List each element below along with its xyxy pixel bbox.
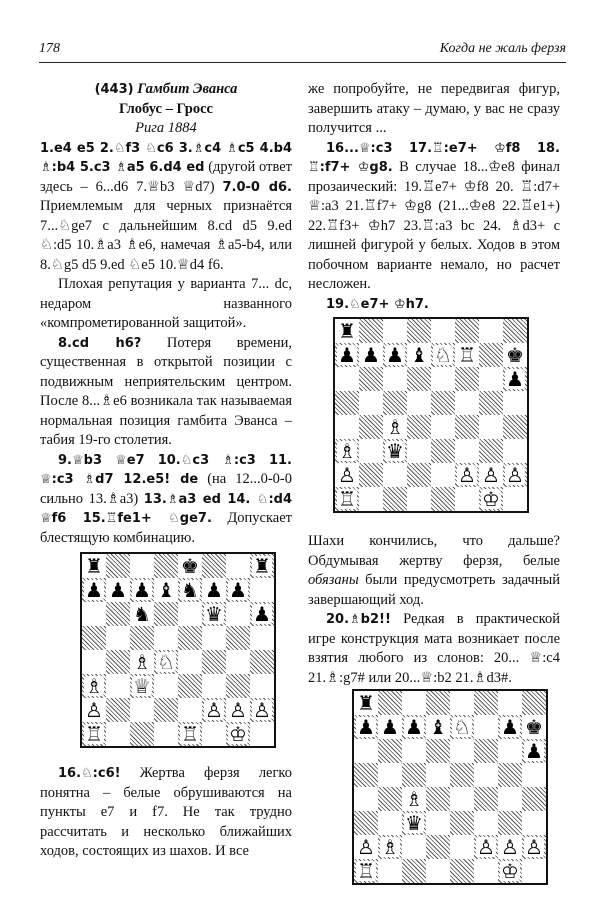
board-square (474, 835, 498, 859)
board-square (431, 463, 455, 487)
board-square (226, 698, 250, 722)
board-square (154, 674, 178, 698)
board-square (106, 674, 130, 698)
board-square (450, 811, 474, 835)
chess-piece: ♗ (133, 650, 151, 674)
board-square (335, 319, 359, 343)
board-square (130, 554, 154, 578)
board-square (407, 487, 431, 511)
board-square (383, 319, 407, 343)
board-square (82, 674, 106, 698)
page-number: 178 (39, 41, 60, 56)
move-text: 7.0-0 d6. (222, 179, 292, 195)
board-square (402, 859, 426, 883)
board-square (426, 835, 450, 859)
board-square (202, 578, 226, 602)
board-square (250, 698, 274, 722)
chess-piece: ♞ (181, 578, 199, 602)
board-square (498, 715, 522, 739)
board-square (479, 343, 503, 367)
chess-piece: ♟ (381, 715, 399, 739)
board-square (383, 487, 407, 511)
board-square (335, 439, 359, 463)
board-square (498, 859, 522, 883)
board-square (503, 439, 527, 463)
board-square (474, 859, 498, 883)
board-square (378, 811, 402, 835)
board-square (354, 787, 378, 811)
board-square (474, 811, 498, 835)
running-title: Когда не жаль ферзя (439, 41, 566, 56)
board-square (354, 739, 378, 763)
board-square (407, 439, 431, 463)
board-square (522, 739, 546, 763)
game-number: (443) (94, 82, 134, 97)
text-para (40, 139, 292, 276)
board-square (426, 787, 450, 811)
board-square (431, 343, 455, 367)
board-square (450, 787, 474, 811)
chess-piece: ♙ (506, 463, 524, 487)
board-square (359, 367, 383, 391)
comment-text: В случае 18...♔e8 финал прозаический: 19.♖e7+ ♔f8 20. ♖:d7+ ♕:a3 21.♖f7+ ♔g8 (21...♔e8 22.♖e1+) 22.♖f3+ ♔h7 23.♖:a3 bc 24. ♗d3+ с лишней фигурой у белых. Ходов в этом побочном варианте немало, но расчет несложен. (308, 159, 561, 292)
board-square (474, 739, 498, 763)
board-square (154, 650, 178, 674)
board-square (106, 698, 130, 722)
board-square (378, 691, 402, 715)
chess-piece: ♟ (525, 739, 543, 763)
comment-text: Допускает блестящую комбинацию. (40, 510, 292, 546)
board-square (335, 463, 359, 487)
right-column (308, 80, 560, 314)
board-square (354, 859, 378, 883)
board-square (178, 698, 202, 722)
chess-piece: ♖ (458, 343, 476, 367)
chess-piece: ♔ (501, 859, 519, 883)
board-square (202, 698, 226, 722)
board-square (154, 722, 178, 746)
board-square (522, 763, 546, 787)
board-square (178, 626, 202, 650)
board-square (407, 343, 431, 367)
board-square (250, 722, 274, 746)
board-square (503, 487, 527, 511)
board-square (450, 715, 474, 739)
board-square (498, 739, 522, 763)
board-square (106, 578, 130, 602)
board-square (455, 487, 479, 511)
move-text: 16...♕:c3 17.♖:e7+ ♔f8 18. ♖:f7+ ♔g8. (308, 140, 560, 175)
chess-piece: ♙ (482, 463, 500, 487)
chess-piece: ♘ (434, 343, 452, 367)
board-square (431, 319, 455, 343)
board-square (178, 722, 202, 746)
game-players: Глобус – Гросс (119, 100, 213, 117)
chess-piece: ♙ (338, 463, 356, 487)
chess-piece: ♟ (85, 578, 103, 602)
board-square (479, 367, 503, 391)
text-para (308, 139, 560, 295)
chess-piece: ♙ (525, 835, 543, 859)
chess-piece: ♟ (506, 367, 524, 391)
board-square (226, 626, 250, 650)
comment-text: были предусмотреть задачный завершающий ход. (308, 572, 560, 608)
board-square (106, 650, 130, 674)
chess-piece: ♟ (229, 578, 247, 602)
chess-piece: ♙ (253, 698, 271, 722)
move-text: 19.♘e7+ ♔h7. (326, 296, 429, 312)
board-square (431, 415, 455, 439)
board-square (154, 602, 178, 626)
board-square (359, 319, 383, 343)
board-square (154, 698, 178, 722)
board-square (378, 835, 402, 859)
chess-piece: ♛ (205, 602, 223, 626)
board-square (202, 674, 226, 698)
board-square (154, 554, 178, 578)
move-text: 9.♕b3 ♕e7 10.♘c3 ♗:c3 11. ♕:c3 ♗d7 12.e5! de (40, 452, 292, 487)
chess-piece: ♔ (229, 722, 247, 746)
board-square (522, 715, 546, 739)
board-square (522, 811, 546, 835)
chess-piece: ♛ (405, 811, 423, 835)
chess-piece: ♜ (357, 691, 375, 715)
chess-piece: ♝ (429, 715, 447, 739)
board-square (503, 319, 527, 343)
board-square (178, 674, 202, 698)
board-square (407, 319, 431, 343)
chess-piece: ♝ (410, 343, 428, 367)
board-square (407, 391, 431, 415)
chess-piece: ♜ (338, 319, 356, 343)
text-para (308, 295, 560, 315)
chess-piece: ♞ (133, 602, 151, 626)
board-square (431, 367, 455, 391)
board-square (378, 763, 402, 787)
board-square (130, 650, 154, 674)
board-square (402, 787, 426, 811)
board-square (455, 343, 479, 367)
board-square (106, 602, 130, 626)
board-square (250, 674, 274, 698)
chess-piece: ♘ (157, 650, 175, 674)
board-square (431, 439, 455, 463)
board-square (106, 626, 130, 650)
board-square (479, 463, 503, 487)
board-square (498, 787, 522, 811)
chess-diagram-2 (333, 317, 529, 513)
board-square (359, 439, 383, 463)
board-square (250, 626, 274, 650)
board-square (431, 391, 455, 415)
chess-piece: ♚ (525, 715, 543, 739)
chess-piece: ♟ (205, 578, 223, 602)
chess-piece: ♗ (85, 674, 103, 698)
game-opening: Гамбит Эванса (137, 81, 238, 97)
chess-piece: ♜ (253, 554, 271, 578)
board-square (383, 367, 407, 391)
board-square (130, 722, 154, 746)
board-square (474, 691, 498, 715)
comment-text: (на 12...0-0-0 сильно 13.♗a3) (40, 471, 292, 507)
board-square (383, 415, 407, 439)
board-square (130, 698, 154, 722)
board-square (82, 554, 106, 578)
text-para (40, 334, 292, 451)
board-square (359, 487, 383, 511)
board-square (455, 415, 479, 439)
board-square (335, 415, 359, 439)
board-square (202, 722, 226, 746)
board-square (335, 367, 359, 391)
board-square (402, 763, 426, 787)
board-square (407, 415, 431, 439)
board-square (106, 554, 130, 578)
board-square (426, 691, 450, 715)
board-square (250, 602, 274, 626)
board-square (383, 439, 407, 463)
board-square (130, 626, 154, 650)
game-event: Рига 1884 (135, 120, 197, 136)
board-square (498, 811, 522, 835)
board-square (383, 391, 407, 415)
game-heading (40, 80, 292, 100)
board-square (378, 787, 402, 811)
text-para (308, 532, 560, 610)
chess-piece: ♟ (405, 715, 423, 739)
comment-text: Приемлемым для черных признаётся 7...♘ge7 с дальнейшим 8.cd d5 9.ed ♘:d5 10.♗a3 ♗e6, намечая ♗a5-b4, или 8.♘g5 d5 9.ed ♘e5 10.♕d4 f6. (40, 198, 292, 273)
text-para: же попробуйте, не передвигая фигур, завершить атаку – думаю, у вас не сразу получится ... (308, 81, 560, 136)
chess-diagram-3 (352, 689, 548, 885)
board-square (335, 391, 359, 415)
comment-text: Шахи кончились, что дальше? Обдумывая жертву ферзя, белые (308, 533, 560, 569)
board-square (498, 691, 522, 715)
board-square (426, 859, 450, 883)
board-square (503, 343, 527, 367)
board-square (522, 835, 546, 859)
board-square (354, 835, 378, 859)
chess-piece: ♗ (405, 787, 423, 811)
chess-piece: ♗ (338, 439, 356, 463)
comment-text: Потеря времени, существенная в открытой позиции с подвижным неприятельским центром. После 8...♗e6 возникала так называемая нормальная позиция гамбита Эванса – табия 19-го столетия. (40, 334, 292, 448)
board-square (383, 463, 407, 487)
board-square (82, 650, 106, 674)
board-square (426, 715, 450, 739)
right-column-middle (308, 532, 560, 688)
board-square (335, 487, 359, 511)
move-text: 13.♗a3 ed 14. ♘:d4 ♕f6 15.♖fe1+ ♘ge7. (40, 491, 292, 526)
board-square (474, 715, 498, 739)
board-square (178, 554, 202, 578)
board-square (226, 650, 250, 674)
board-square (426, 763, 450, 787)
text-para (40, 451, 292, 549)
board-square (426, 811, 450, 835)
chess-piece: ♚ (181, 554, 199, 578)
board-square (450, 859, 474, 883)
board-square (202, 650, 226, 674)
board-square (250, 554, 274, 578)
board-square (354, 715, 378, 739)
board-square (522, 691, 546, 715)
board-square (154, 626, 178, 650)
board-square (402, 811, 426, 835)
board-square (82, 626, 106, 650)
board-square (202, 626, 226, 650)
board-square (130, 578, 154, 602)
board-square (178, 578, 202, 602)
chess-piece: ♟ (386, 343, 404, 367)
board-square (226, 674, 250, 698)
chess-piece: ♖ (85, 722, 103, 746)
board-square (503, 415, 527, 439)
board-square (455, 391, 479, 415)
chess-piece: ♙ (458, 463, 476, 487)
move-text: 1.e4 e5 2.♘f3 ♘c6 3.♗c4 ♗c5 4.b4 ♗:b4 5.c3 ♗a5 6.d4 ed (40, 140, 292, 175)
board-square (178, 602, 202, 626)
board-square (354, 811, 378, 835)
board-square (503, 463, 527, 487)
text-para (40, 764, 292, 862)
board-square (250, 578, 274, 602)
move-text: 16.♘:c6! (58, 766, 121, 781)
left-column (40, 80, 292, 548)
comment-text: Редкая в практической игре конструкция мата возникает после взятия любого из слонов: 20... ♕:c4 21.♗:g7# или 20...♕:b2 21.♗d3#. (308, 611, 560, 686)
board-square (354, 691, 378, 715)
board-square (178, 650, 202, 674)
board-square (82, 578, 106, 602)
board-square (431, 487, 455, 511)
board-square (426, 739, 450, 763)
board-square (402, 715, 426, 739)
chess-piece: ♚ (506, 343, 524, 367)
chess-piece: ♗ (386, 415, 404, 439)
board-square (455, 439, 479, 463)
board-square (359, 415, 383, 439)
board-square (479, 391, 503, 415)
emphasis-text: обязаны (308, 572, 359, 588)
chess-piece: ♖ (181, 722, 199, 746)
board-square (154, 578, 178, 602)
chess-diagram-1 (80, 552, 276, 748)
chess-piece: ♟ (362, 343, 380, 367)
board-square (455, 463, 479, 487)
chess-piece: ♟ (501, 715, 519, 739)
chess-piece: ♔ (482, 487, 500, 511)
board-square (479, 439, 503, 463)
board-square (402, 691, 426, 715)
board-square (130, 602, 154, 626)
chess-piece: ♟ (109, 578, 127, 602)
chess-piece: ♙ (205, 698, 223, 722)
board-square (202, 554, 226, 578)
board-square (407, 463, 431, 487)
board-square (130, 674, 154, 698)
board-square (378, 859, 402, 883)
chess-piece: ♖ (338, 487, 356, 511)
board-square (455, 319, 479, 343)
board-square (202, 602, 226, 626)
board-square (226, 722, 250, 746)
chess-piece: ♙ (85, 698, 103, 722)
board-square (450, 691, 474, 715)
move-text: 8.cd h6? (58, 335, 142, 351)
move-text: 20.♗b2!! (326, 612, 391, 627)
board-square (522, 787, 546, 811)
board-square (407, 367, 431, 391)
chess-piece: ♝ (157, 578, 175, 602)
board-square (354, 763, 378, 787)
text-para (308, 610, 560, 688)
chess-piece: ♟ (133, 578, 151, 602)
board-square (82, 698, 106, 722)
board-square (359, 391, 383, 415)
chess-piece: ♜ (85, 554, 103, 578)
board-square (402, 835, 426, 859)
board-square (503, 367, 527, 391)
board-square (82, 602, 106, 626)
board-square (474, 763, 498, 787)
chess-piece: ♘ (453, 715, 471, 739)
chess-piece: ♛ (386, 439, 404, 463)
board-square (226, 554, 250, 578)
chess-piece: ♙ (357, 835, 375, 859)
chess-piece: ♕ (133, 674, 151, 698)
board-square (359, 343, 383, 367)
board-square (522, 859, 546, 883)
board-square (250, 650, 274, 674)
left-column-bottom (40, 764, 292, 862)
board-square (450, 835, 474, 859)
chess-piece: ♙ (229, 698, 247, 722)
board-square (479, 415, 503, 439)
board-square (378, 739, 402, 763)
board-square (450, 739, 474, 763)
board-square (498, 763, 522, 787)
comment-text: Жертва ферзя легко понятна – белые обрушиваются на пункты e7 и f7. Не так трудно рассчитать и несколько ближайших ходов, состоящих из шахов. И все (40, 765, 292, 859)
board-square (402, 739, 426, 763)
chess-piece: ♙ (477, 835, 495, 859)
board-square (450, 763, 474, 787)
chess-piece: ♖ (357, 859, 375, 883)
board-square (455, 367, 479, 391)
header-rule (39, 62, 566, 63)
chess-piece: ♟ (338, 343, 356, 367)
comment-text: (другой ответ здесь – 6...d6 7.♕b3 ♕d7) (40, 159, 292, 195)
chess-piece: ♟ (357, 715, 375, 739)
board-square (498, 835, 522, 859)
board-square (474, 787, 498, 811)
board-square (106, 722, 130, 746)
board-square (226, 578, 250, 602)
board-square (82, 722, 106, 746)
chess-piece: ♙ (501, 835, 519, 859)
chess-piece: ♗ (381, 835, 399, 859)
board-square (479, 487, 503, 511)
board-square (378, 715, 402, 739)
board-square (226, 602, 250, 626)
board-square (383, 343, 407, 367)
board-square (335, 343, 359, 367)
text-para: Плохая репутация у варианта 7... dc, недаром названного «компрометированной защитой». (40, 276, 292, 331)
board-square (359, 463, 383, 487)
board-square (479, 319, 503, 343)
board-square (503, 391, 527, 415)
chess-piece: ♟ (253, 602, 271, 626)
